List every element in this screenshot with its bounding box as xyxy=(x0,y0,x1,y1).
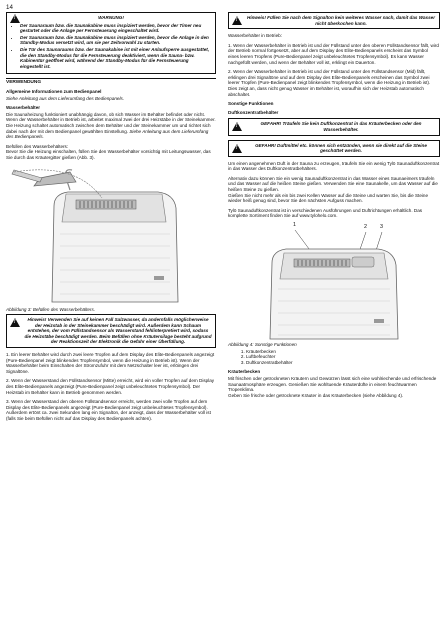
callout-1: 1 xyxy=(293,222,296,229)
herb-text-1: Mit frischen oder getrockneten Kräutern und Gewürzen lässt sich eine wohlriechende und erfrischende Saunaatmosphäre erzeugen. Genießen Sie wohltuende Kräuterdüfte in einem feuchtwarmen Tropenklima. xyxy=(228,376,437,393)
fragrance-text-1: Um einen angenehmen Duft in der Sauna zu erzeugen, träufeln Sie ein wenig Tylö Saunaduftkonzentrat in das Wasser des Duftkonzentratbehälters. xyxy=(228,160,440,172)
hint-box-salt xyxy=(6,314,216,348)
legend-item: 2. Luftbefeuchter xyxy=(246,354,440,360)
general-text: Siehe Anleitung aus dem Lieferumfang des Bedienpanels. xyxy=(6,95,125,101)
figure-4-legend xyxy=(228,349,440,366)
figure-3 xyxy=(6,164,216,306)
hint-text: Hinweis! Füllen Sie nach dem Signalton kein weiteres Wasser nach, damit das Wasser nicht überkochen kann. xyxy=(247,15,435,26)
tank-step-1: 1. Wenn der Wasserbehälter in Betrieb ist und der Füllstand unter den oberen Füllstandsensor fällt, wird der Betrieb normal fortgesetzt, aber auf dem Display des Elite-Bedienpanels erscheint das Symbol eines leeren Tropfens (Pure-Bedienpanel zeigt unbeleuchtetes Tropfensymbol). Es kann Wasser nachgefüllt werden, und wenn der Behälter voll ist, erklingt ein Dauerton. xyxy=(228,42,439,65)
tank-step-2: 2. Wenn der Wasserbehälter in Betrieb ist und der Füllstand unter den Füllstandsensor (Mid) fällt, erklingen drei Signaltöne und auf dem Display des Elite-Bedienpanels erscheinen das Symbol zwei leerer Tropfen (Pure-Bedienpanel zeigt blinkendes Tropfensymbol, wenn die Heizung in Betrieb ist). Dies zeigt an, dass nicht genug Wasser im Behälter ist, woraufhin sich der Heizstab automatisch abschaltet. xyxy=(228,69,431,97)
tank-operation-intro: Wasserbehälter in Betrieb: xyxy=(228,33,282,39)
fragrance-heading: Duftkonzentratbehälter xyxy=(228,109,279,115)
callout-2: 2 xyxy=(364,224,367,231)
legend-item: 3. Duftkonzentratbehälter xyxy=(246,360,440,366)
section-title: VERWENDUNG xyxy=(6,78,216,86)
hint-box-overflow xyxy=(228,12,440,29)
heater-functions-illustration xyxy=(228,223,438,341)
danger-box-1 xyxy=(228,118,440,135)
step-1: 1. Ein leerer Behälter wird durch zwei leere Tropfen auf dem Display des Elite-Bedienpanels angezeigt (Pure-Bedienpanel zeigt blinkendes Tropfensymbol, wenn die Heizung in Betrieb ist). Wenn der Wasserbehälter beim Einschalten der Stromzufuhr mit dem Netzschalter leer ist, erlöingen drei Signaltöne. xyxy=(6,352,215,374)
danger-text: GEFAHR! Träufeln Sie kein Duftkonzentrat in das Kräuterbecken oder den Wasserbehälter. xyxy=(260,121,422,132)
legend-item: 1. Kräuterbecken xyxy=(246,349,440,355)
warning-icon xyxy=(10,318,20,327)
callout-3: 3 xyxy=(380,224,383,231)
other-functions-heading: Sonstige Funktionen xyxy=(228,101,274,107)
water-tank-ref: Siehe Anleitung aus dem Lieferumfang des Bedienpanels. xyxy=(6,128,209,140)
figure-4 xyxy=(228,223,440,341)
figure-4-caption: Abbildung 4: Sonstige Funktionen xyxy=(228,342,297,348)
warning-icon xyxy=(10,14,20,23)
right-column xyxy=(228,12,440,402)
herb-text-2: Geben Sie frische oder getrocknete Kräuter in das Kräuterbecken (siehe Abbildung 4). xyxy=(228,392,404,398)
warning-icon xyxy=(232,16,242,25)
water-tank-heading: Wasserbehälter xyxy=(6,105,41,111)
step-2: 2. Wenn der Wasserstand den Füllstandsensor (Mitte) erreicht, wird ein voller Tropfen auf dem Display des Elite-Bedienpanels angezeigt (Pure-Bedienpanel zeigt unbeleuchtetes Tropfensymbol). Der Heizstab im Behälter kann in Betrieb genommen werden. xyxy=(6,378,215,395)
water-tank-text: Die Saunaheizung funktioniert unabhängig davon, ob sich Wasser im Behälter befindet oder nicht. Wenn der Wasserbehälter in Betrieb ist, arbeitet maximal zwei der drei Heizstäbe in der Steinekammer. Die Heizung schaltet automatisch zwischen dem Behälter und der Steinekammer um und richtet sich dabei nach der mit dem Bedienpanel gewählten Einstellung. xyxy=(6,111,216,134)
warning-item: • Der Saunaraum bzw. die Saunakabine muss inspiziert werden, bevor der Timer neu gestartet oder die Anlage per Fernsteuerung eingeschaltet wird. xyxy=(20,23,212,34)
warning-item: • Die Tür des Saunaraums bzw. der Saunakabine ist mit einer Anlaufsperre ausgestattet, die den Standby-Modus für die Fernsteuerung deaktiviert, wenn die Sauna- bzw. Kabinentür geöffnet wird, während der Standby-Modus für die Fernsteuerung eingestellt ist. xyxy=(20,47,212,69)
general-heading: Allgemeine Informationen zum Bedienpanel xyxy=(6,88,102,94)
fragrance-text-2: Alternativ dazu können Sie ein wenig Saunaduftkonzentrat in das Wasser eines Saunaeimers träufeln und das Wasser auf die heißen Steine gießen. Verwenden Sie eine Saunakelle, um das Wasser auf die heißen Steine zu gießen. xyxy=(228,175,438,193)
danger-box-2 xyxy=(228,140,440,157)
fragrance-text-4: Tylö Saunaduftkonzentrat ist in verschiedenen Ausführungen und Duftrichtungen erhältlich. Das komplette Sortiment finden Sie auf www.tylohelo.com. xyxy=(228,207,423,219)
warning-title: WARNUNG! xyxy=(98,15,124,20)
warning-list xyxy=(10,23,212,70)
left-column xyxy=(6,12,216,426)
figure-3-caption: Abbildung 3: Befüllen des Wasserbehälters. xyxy=(6,307,96,313)
fragrance-text-3: Gießen Sie nicht mehr als ein bis zwei Kellen Wasser auf die Steine und warten Sie, bis die Steine wieder heiß genug sind, bevor Sie den nächsten Aufguss machen. xyxy=(228,192,429,204)
heater-filling-illustration xyxy=(6,164,211,306)
page-number: 14 xyxy=(6,4,13,11)
fill-text: Bevor Sie die Heizung einschalten, füllen Sie den Wasserbehälter vorsichtig mit Leitungswasser, das Sie durch das Kräutergitter gießen (Abb. 3). xyxy=(6,149,211,160)
step-3: 3. Wenn der Wasserstand den oberen Füllstandsensor erreicht, werden zwei volle Tropfen auf dem Display des Elite-Bedienpanels angezeigt (Pure-Bedienpanel zeigt unbeleuchtetes Tropfensymbol). Außerdem ertönt ca. zwei Sekunden lang ein Signalton, der anzeigt, dass der Wasserbehälter voll ist (falls Sie beim Befüllen nicht auf das Display des Bedienpanels achten). xyxy=(6,399,211,421)
warning-icon xyxy=(232,144,242,153)
warning-item: • Der Saunaraum bzw. die Saunakabine muss inspiziert werden, bevor die Anlage in den Standby-Modus versetzt wird, um sie per Zeitvorwahl zu starten. xyxy=(20,35,212,46)
warning-box xyxy=(6,12,216,74)
danger-text: GEFAHR! Duftmittel etc. können sich entzünden, wenn sie direkt auf die Steine geschüttet werden. xyxy=(255,142,427,154)
herb-heading: Kräuterbecken xyxy=(228,369,261,375)
warning-icon xyxy=(232,122,242,131)
hint-text: Hinweis! Verwenden Sie auf keinen Fall Salzwasser, da andernfalls möglicherweise der Heizstab in der Steinekammer beschädigt wird. Außerdem kann Schaum entstehen, der vom Füllstandsensor als Wasserstand fehlinterpretiert wird, sodass die Heizstäbe beschädigt werden. Beim Befüllen ohne Kräutersilage besteht aufgrund der Reaktionszeit der Elektronik die Gefahr einer Überfüllung. xyxy=(24,317,212,345)
fill-heading: Befüllen des Wasserbehälters: xyxy=(6,143,69,149)
